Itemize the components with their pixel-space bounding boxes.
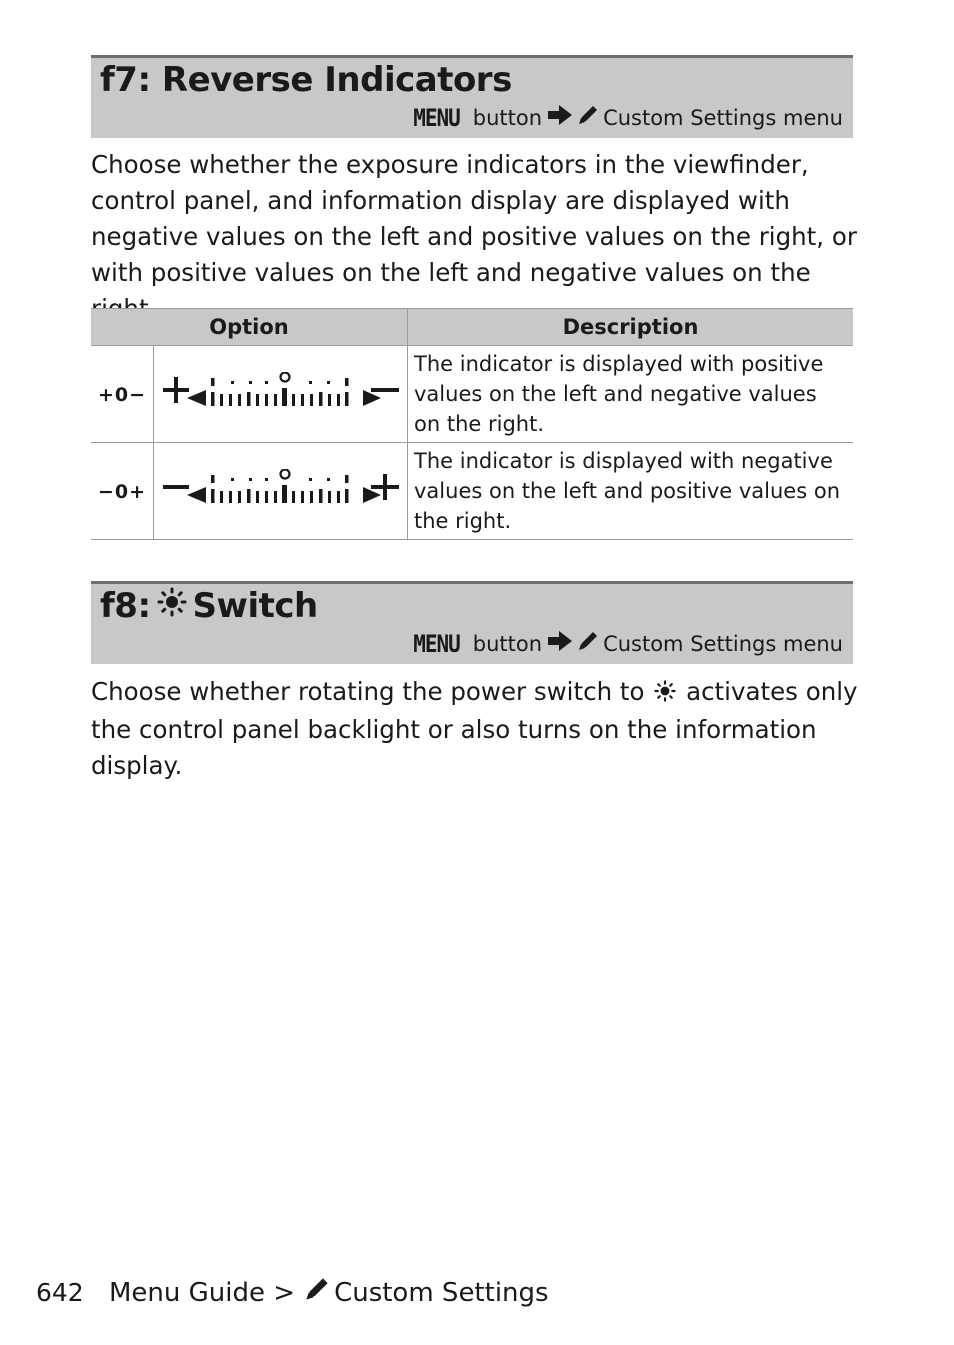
page-number: 642: [36, 1278, 84, 1307]
right-arrow-icon: [548, 105, 572, 130]
custom-settings-menu-text: Custom Settings menu: [603, 631, 843, 656]
f8-description-part1: Choose whether rotating the power switch to: [91, 677, 645, 706]
option-symbol: [91, 346, 154, 443]
footer-subsection-link[interactable]: Custom Settings: [334, 1277, 549, 1308]
f8-description-part2: activates only the control panel backlight or also turns on the information display.: [91, 677, 858, 780]
exposure-indicator-positive-left-icon: [161, 372, 401, 412]
menu-icon: MENU: [413, 629, 460, 658]
menu-icon: MENU: [413, 103, 460, 132]
column-header-description: Description: [408, 309, 854, 346]
page-footer: [36, 1276, 549, 1309]
footer-section-link[interactable]: Menu Guide >: [109, 1277, 296, 1308]
f8-title: [100, 586, 318, 626]
pencil-icon: [304, 1276, 330, 1309]
indicator-graphic: [154, 443, 408, 540]
f8-description: [91, 674, 861, 784]
right-arrow-icon: [548, 631, 572, 656]
f7-description: Choose whether the exposure indicators in the viewfinder, control panel, and information display are displayed with negative values on the left and positive values on the right, or with positive values on the left and negative values on the: [91, 150, 857, 287]
option-description: The indicator is displayed with negative values on the left and positive values on the right.: [408, 443, 854, 540]
pencil-icon: [577, 104, 599, 131]
plus-zero-minus-symbol: +0−: [97, 384, 147, 406]
option-description: The indicator is displayed with positive values on the left and negative values on the right.: [408, 346, 854, 443]
f7-title: f7: Reverse Indicators: [100, 60, 512, 100]
indicator-graphic: [154, 346, 408, 443]
options-table: [91, 308, 853, 540]
f8-title-prefix: f8:: [100, 586, 151, 626]
f8-header: [91, 581, 853, 664]
table-row: [91, 443, 853, 540]
backlight-sun-icon: [654, 676, 676, 712]
f8-title-suffix: Switch: [192, 586, 318, 626]
f7-header: [91, 55, 853, 138]
button-text: button: [472, 631, 543, 656]
option-symbol: [91, 443, 154, 540]
button-text: button: [472, 105, 543, 130]
minus-zero-plus-symbol: −0+: [97, 481, 147, 503]
f8-breadcrumb: [413, 630, 843, 657]
custom-settings-menu-text: Custom Settings menu: [603, 105, 843, 130]
column-header-option: Option: [91, 309, 408, 346]
exposure-indicator-negative-left-icon: [161, 469, 401, 509]
table-row: [91, 346, 853, 443]
backlight-sun-icon: [157, 586, 187, 626]
f7-breadcrumb: [413, 104, 843, 131]
pencil-icon: [577, 630, 599, 657]
